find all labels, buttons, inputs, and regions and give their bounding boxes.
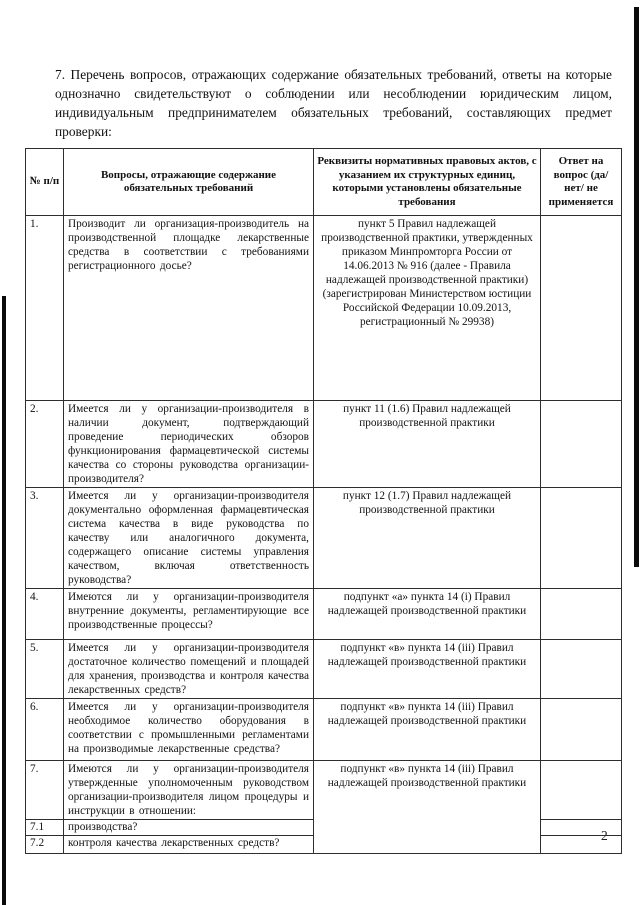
requirements-checklist-table — [25, 148, 622, 854]
row-number-cell: 2. — [26, 401, 64, 488]
reference-cell: подпункт «в» пункта 14 (iii) Правил надлежащей производственной практики — [314, 699, 541, 761]
question-cell: Имеются ли у организации-производителя утвержденные уполномоченным руководством организации-производителя лицом процедуры и инструкции в отношении: — [64, 761, 314, 820]
row-number-cell: 1. — [26, 216, 64, 401]
answer-cell — [541, 640, 622, 699]
scan-artifact-right-bar — [634, 7, 639, 567]
table-header-row — [26, 149, 622, 216]
table-row — [26, 640, 622, 699]
header-question: Вопросы, отражающие содержание обязательных требований — [64, 149, 314, 216]
reference-cell-merged: подпункт «в» пункта 14 (iii) Правил надлежащей производственной практики — [314, 761, 541, 854]
question-cell: производства? — [64, 820, 314, 836]
answer-cell — [541, 488, 622, 589]
reference-cell: пункт 11 (1.6) Правил надлежащей производственной практики — [314, 401, 541, 488]
table-row — [26, 488, 622, 589]
reference-cell: подпункт «в» пункта 14 (iii) Правил надлежащей производственной практики — [314, 640, 541, 699]
page-number: 2 — [601, 828, 608, 843]
question-cell: Имеется ли у организации-производителя необходимое количество оборудования в соответствии с промышленными регламентами на производимые лекарственные средства? — [64, 699, 314, 761]
answer-cell — [541, 836, 622, 854]
table-row — [26, 761, 622, 820]
table-row — [26, 699, 622, 761]
row-number-cell: 5. — [26, 640, 64, 699]
row-number-cell: 7.1 — [26, 820, 64, 836]
row-number-cell: 7.2 — [26, 836, 64, 854]
row-number-cell: 6. — [26, 699, 64, 761]
header-answer: Ответ на вопрос (да/нет/ не применяется — [541, 149, 622, 216]
row-number-cell: 3. — [26, 488, 64, 589]
header-reference: Реквизиты нормативных правовых актов, с указанием их структурных единиц, которыми установлены обязательные требования — [314, 149, 541, 216]
answer-cell — [541, 699, 622, 761]
answer-cell — [541, 820, 622, 836]
header-num: № п/п — [26, 149, 64, 216]
reference-cell: пункт 12 (1.7) Правил надлежащей производственной практики — [314, 488, 541, 589]
question-cell: Имеются ли у организации-производителя внутренние документы, регламентирующие все производственные процессы? — [64, 589, 314, 640]
question-cell: контроля качества лекарственных средств? — [64, 836, 314, 854]
table-row — [26, 401, 622, 488]
question-cell: Имеется ли у организации-производителя документально оформленная фармацевтическая система качества в виде руководства по качеству или аналогичного документа, содержащего описание системы управления качеством, включая ответственность руководства? — [64, 488, 314, 589]
answer-cell — [541, 401, 622, 488]
table-row — [26, 216, 622, 401]
row-number-cell: 4. — [26, 589, 64, 640]
scan-artifact-left-bar — [2, 296, 6, 905]
row-number-cell: 7. — [26, 761, 64, 820]
question-cell: Имеется ли у организации-производителя в наличии документ, подтверждающий проведение периодических обзоров функционирования фармацевтической системы качества со стороны руководства организации-производителя? — [64, 401, 314, 488]
answer-cell — [541, 761, 622, 820]
intro-paragraph: 7. Перечень вопросов, отражающих содержание обязательных требований, ответы на которые однозначно свидетельствуют о соблюдении или несоблюдении юридическим лицом, индивидуальным предпринимателем обязательных требований, составляющих предмет проверки: — [55, 67, 612, 140]
table-row — [26, 589, 622, 640]
question-cell: Имеется ли у организации-производителя достаточное количество помещений и площадей для хранения, производства и контроля качества лекарственных средств? — [64, 640, 314, 699]
question-cell: Производит ли организация-производитель на производственной площадке лекарственные средства в соответствии с требованиями регистрационного досье? — [64, 216, 314, 401]
answer-cell — [541, 216, 622, 401]
reference-cell: подпункт «а» пункта 14 (i) Правил надлежащей производственной практики — [314, 589, 541, 640]
answer-cell — [541, 589, 622, 640]
reference-cell: пункт 5 Правил надлежащей производственной практики, утвержденных приказом Минпромторга России от 14.06.2013 № 916 (далее - Правила надлежащей производственной практики) (зарегистрирован Министерством юстиции Российской Федерации 10.09.2013, регистрационный № 29938) — [314, 216, 541, 401]
